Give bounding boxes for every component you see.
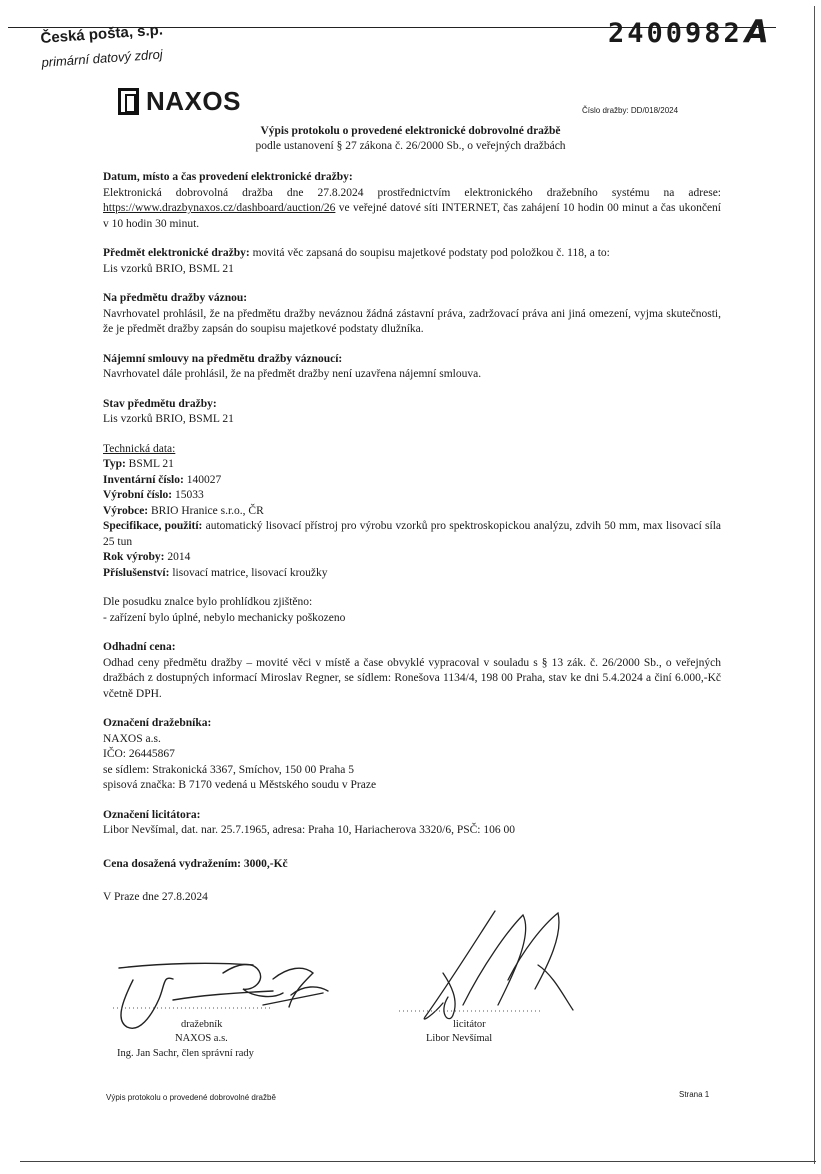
right-signature bbox=[424, 911, 573, 1019]
drazebnik-line3: se sídlem: Strakonická 3367, Smíchov, 150 00 Praha 5 bbox=[103, 763, 354, 776]
document-title: Výpis protokolu o provedené elektronické dobrovolné dražbě bbox=[260, 125, 561, 137]
tech-year-value: 2014 bbox=[164, 551, 191, 563]
tech-spec-value: automatický lisovací přístroj pro výrobu vzorků pro spektroskopickou analýzu, zdvih 50 mm, max lisovací síla 25 tun bbox=[103, 520, 721, 548]
naxos-logo bbox=[118, 86, 241, 117]
odhad-heading: Odhadní cena: bbox=[103, 641, 176, 653]
licitator-heading: Označení licitátora: bbox=[103, 808, 201, 821]
tech-manufacturer-label: Výrobce: bbox=[103, 504, 149, 517]
predmet-item: Lis vzorků BRIO, BSML 21 bbox=[103, 262, 234, 275]
tech-accessories-value: lisovací matrice, lisovací kroužky bbox=[169, 566, 328, 579]
tech-accessories-label: Příslušenství: bbox=[103, 566, 170, 579]
tech-accessories bbox=[103, 566, 721, 582]
tech-spec-label: Specifikace, použití: bbox=[103, 520, 203, 532]
datum-text-before: Elektronická dobrovolná dražba dne 27.8.2024 prostřednictvím elektronického dražebního systému na adrese: bbox=[103, 186, 721, 199]
datum-text-after: ve veřejné datové síti INTERNET, čas zahájení 10 hodin 00 minut a čas ukončení v 10 hodin 30 minut. bbox=[103, 202, 721, 230]
stav-heading: Stav předmětu dražby: bbox=[103, 397, 217, 410]
document-number bbox=[608, 14, 772, 50]
vaznou-text: Navrhovatel prohlásil, že na předmětu dražby neváznou žádná zástavní práva, zadržovací práva ani jiná omezení, vyjma skutečnosti, že je předmět dražby zapsán do soupisu majetkové podstaty dlužníka. bbox=[103, 307, 721, 335]
page-number: Strana 1 bbox=[679, 1090, 710, 1099]
datum-heading: Datum, místo a čas provedení elektronické dražby: bbox=[103, 171, 353, 183]
tech-manufacturer-value: BRIO Hranice s.r.o., ČR bbox=[148, 504, 264, 517]
footer-title: Výpis protokolu o provedené dobrovolné dražbě bbox=[106, 1093, 276, 1102]
final-price bbox=[103, 857, 721, 873]
naxos-logo-text: NAXOS bbox=[146, 86, 241, 116]
stav-text: Lis vzorků BRIO, BSML 21 bbox=[103, 413, 234, 425]
document-subtitle: podle ustanovení § 27 zákona č. 26/2000 Sb., o veřejných dražbách bbox=[255, 140, 566, 152]
drazebnik-heading: Označení dražebníka: bbox=[103, 717, 212, 729]
tech-inventory-label: Inventární číslo: bbox=[103, 473, 184, 486]
tech-manufacturer bbox=[103, 504, 721, 520]
tech-spec bbox=[103, 519, 721, 550]
document-number-digits: 2400982 bbox=[608, 18, 743, 49]
tech-inventory bbox=[103, 473, 721, 489]
drazebnik-line1: NAXOS a.s. bbox=[103, 732, 161, 745]
left-signer-role: dražebník bbox=[181, 1019, 223, 1030]
odhad-text: Odhad ceny předmětu dražby – movité věci v místě a čase obvyklé vypracoval v souladu s § 13 zák. č. 26/2000 Sb., o veřejných dražbách z dostupných informací Miroslav Regner, se sídlem: Ronešova 1134/4, 198 00 Praha, stav ke dni 5.4.2024 a činí 6.000,-Kč včetně DPH. bbox=[103, 656, 721, 700]
document-number-suffix: A bbox=[744, 14, 772, 50]
datum-text bbox=[103, 186, 721, 233]
signature-area bbox=[103, 905, 723, 1075]
predmet-heading: Předmět elektronické dražby: bbox=[103, 247, 250, 259]
auction-number: Číslo dražby: DD/018/2024 bbox=[582, 106, 679, 115]
tech-typ bbox=[103, 457, 721, 473]
drazebnik-line2: IČO: 26445867 bbox=[103, 748, 175, 760]
tech-typ-value: BSML 21 bbox=[125, 458, 174, 470]
tech-year bbox=[103, 550, 721, 566]
posudek-line2: - zařízení bylo úplné, nebylo mechanicky poškozeno bbox=[103, 611, 346, 624]
predmet-text: movitá věc zapsaná do soupisu majetkové podstaty pod položkou č. 118, a to: bbox=[249, 247, 610, 259]
posudek-line1: Dle posudku znalce bylo prohlídkou zjištěno: bbox=[103, 596, 313, 608]
right-edge-rule bbox=[814, 6, 815, 1164]
document-body bbox=[103, 170, 721, 906]
bottom-rule bbox=[20, 1161, 816, 1162]
vaznou-heading: Na předmětu dražby váznou: bbox=[103, 292, 248, 304]
auction-link[interactable]: https://www.drazbynaxos.cz/dashboard/auction/26 bbox=[103, 202, 336, 214]
najem-heading: Nájemní smlouvy na předmětu dražby váznoucí: bbox=[103, 352, 343, 365]
final-price-label: Cena dosažená vydražením: bbox=[103, 857, 241, 870]
left-signature bbox=[119, 963, 328, 1028]
tech-serial bbox=[103, 488, 721, 504]
stamp-line-1: Česká pošta, s.p. bbox=[40, 21, 164, 47]
tech-year-label: Rok výroby: bbox=[103, 551, 165, 563]
tech-serial-label: Výrobní číslo: bbox=[103, 489, 173, 501]
final-price-value: 3000,-Kč bbox=[241, 857, 288, 870]
right-signer-name: Libor Nevšímal bbox=[426, 1033, 493, 1044]
predmet-paragraph bbox=[103, 246, 721, 262]
technical-heading: Technická data: bbox=[103, 442, 176, 455]
najem-text: Navrhovatel dále prohlásil, že na předmět dražby není uzavřena nájemní smlouva. bbox=[103, 368, 482, 380]
tech-serial-value: 15033 bbox=[172, 489, 204, 501]
stamp-line-2: primární datový zdroj bbox=[41, 46, 164, 70]
left-signer-company: NAXOS a.s. bbox=[175, 1033, 228, 1044]
naxos-logo-icon bbox=[118, 88, 139, 115]
tech-inventory-value: 140027 bbox=[183, 473, 222, 486]
tech-typ-label: Typ: bbox=[103, 458, 126, 470]
place-date: V Praze dne 27.8.2024 bbox=[103, 891, 208, 903]
licitator-text: Libor Nevšímal, dat. nar. 25.7.1965, adresa: Praha 10, Hariacherova 3320/6, PSČ: 106 00 bbox=[103, 824, 516, 836]
drazebnik-line4: spisová značka: B 7170 vedená u Městského soudu v Praze bbox=[103, 779, 377, 791]
right-signer-role: licitátor bbox=[453, 1019, 486, 1030]
left-signer-name: Ing. Jan Sachr, člen správní rady bbox=[117, 1048, 254, 1059]
